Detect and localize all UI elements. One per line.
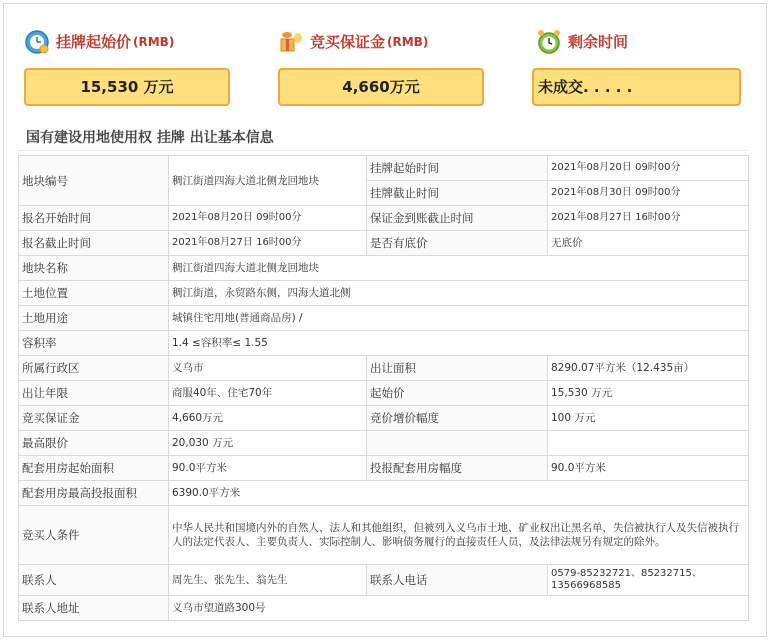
row-value: 商服40年、住宅70年 [169, 381, 367, 406]
start-price-label: 挂牌起始价 [56, 33, 132, 51]
row-value: 0579-85232721、85232715、13566968585 [548, 565, 749, 596]
row-label: 地块名称 [19, 256, 169, 281]
empty-cell [548, 431, 749, 456]
section-title: 国有建设用地使用权 挂牌 出让基本信息 [26, 130, 274, 146]
row-label: 所属行政区 [19, 356, 169, 381]
row-value: 稠江街道，永贸路东侧，四海大道北侧 [169, 281, 749, 306]
row-label: 出让年限 [19, 381, 169, 406]
row-label: 联系人 [19, 565, 169, 596]
row-value: 2021年08月27日 16时00分 [169, 231, 367, 256]
row-value: 8290.07平方米（12.435亩） [548, 356, 749, 381]
row-label: 竞买人条件 [19, 506, 169, 565]
table-row [19, 481, 749, 506]
table-row [19, 381, 749, 406]
row-value: 2021年08月27日 16时00分 [548, 206, 749, 231]
row-value: 20,030 万元 [169, 431, 367, 456]
deposit-header [278, 30, 428, 54]
row-value: 无底价 [548, 231, 749, 256]
info-table [18, 155, 749, 621]
row-label: 配套用房最高投报面积 [19, 481, 169, 506]
row-label: 报名开始时间 [19, 206, 169, 231]
deposit-value: 4,660万元 [342, 78, 420, 96]
table-row [19, 231, 749, 256]
row-value: 100 万元 [548, 406, 749, 431]
row-label: 容积率 [19, 331, 169, 356]
table-row [19, 156, 749, 181]
table-row [19, 506, 749, 565]
remaining-label: 剩余时间 [568, 33, 629, 51]
table-row [19, 456, 749, 481]
row-value: 1.4 ≤容积率≤ 1.55 [169, 331, 749, 356]
row-value: 2021年08月30日 09时00分 [548, 181, 749, 206]
empty-cell [367, 431, 548, 456]
row-value: 稠江街道四海大道北侧龙回地块 [169, 256, 749, 281]
row-value: 4,660万元 [169, 406, 367, 431]
table-row [19, 431, 749, 456]
start-price-value: 15,530 万元 [80, 78, 174, 96]
row-value: 城镇住宅用地(普通商品房) / [169, 306, 749, 331]
row-value: 稠江街道四海大道北侧龙回地块 [169, 156, 367, 206]
remaining-header [536, 30, 628, 54]
row-label: 配套用房起始面积 [19, 456, 169, 481]
row-value: 15,530 万元 [548, 381, 749, 406]
remaining-value: 未成交. . . . . [538, 78, 633, 96]
row-label: 最高限价 [19, 431, 169, 456]
row-label: 联系人电话 [367, 565, 548, 596]
section-divider [18, 150, 748, 151]
row-label: 出让面积 [367, 356, 548, 381]
row-label: 土地位置 [19, 281, 169, 306]
row-label: 保证金到账截止时间 [367, 206, 548, 231]
row-value: 中华人民共和国境内外的自然人、法人和其他组织，但被列入义乌市土地、矿业权出让黑名单，失信被执行人及失信被执行人的法定代表人、主要负责人、实际控制人、影响债务履行的直接责任人员，及法律法规另有规定的除外。 [169, 506, 749, 565]
table-row [19, 565, 749, 596]
row-label: 土地用途 [19, 306, 169, 331]
row-label: 联系人地址 [19, 596, 169, 621]
row-label: 竞价增价幅度 [367, 406, 548, 431]
deposit-unit: (RMB) [387, 35, 429, 49]
row-value: 2021年08月20日 09时00分 [548, 156, 749, 181]
row-label: 起始价 [367, 381, 548, 406]
start-price-header [24, 30, 174, 54]
alarm-clock-icon [536, 29, 562, 55]
row-label: 是否有底价 [367, 231, 548, 256]
start-price-box [24, 68, 230, 106]
row-label: 挂牌起始时间 [367, 156, 548, 181]
deposit-box [278, 68, 484, 106]
row-value: 周先生、张先生、翁先生 [169, 565, 367, 596]
table-row [19, 281, 749, 306]
row-value: 6390.0平方米 [169, 481, 749, 506]
table-row [19, 256, 749, 281]
table-row [19, 406, 749, 431]
table-row [19, 596, 749, 621]
row-value: 义乌市望道路300号 [169, 596, 749, 621]
deposit-label: 竞买保证金 [310, 33, 386, 51]
row-value: 90.0平方米 [169, 456, 367, 481]
row-label: 地块编号 [19, 156, 169, 206]
row-label: 挂牌截止时间 [367, 181, 548, 206]
gift-icon [278, 29, 304, 55]
row-value: 2021年08月20日 09时00分 [169, 206, 367, 231]
row-label: 竞买保证金 [19, 406, 169, 431]
start-price-unit: (RMB) [133, 35, 175, 49]
table-row [19, 331, 749, 356]
row-value: 90.0平方米 [548, 456, 749, 481]
clock-money-icon [24, 29, 50, 55]
row-label: 投报配套用房幅度 [367, 456, 548, 481]
row-value: 义乌市 [169, 356, 367, 381]
row-label: 报名截止时间 [19, 231, 169, 256]
table-row [19, 306, 749, 331]
table-row [19, 356, 749, 381]
table-row [19, 206, 749, 231]
remaining-box [532, 68, 741, 106]
